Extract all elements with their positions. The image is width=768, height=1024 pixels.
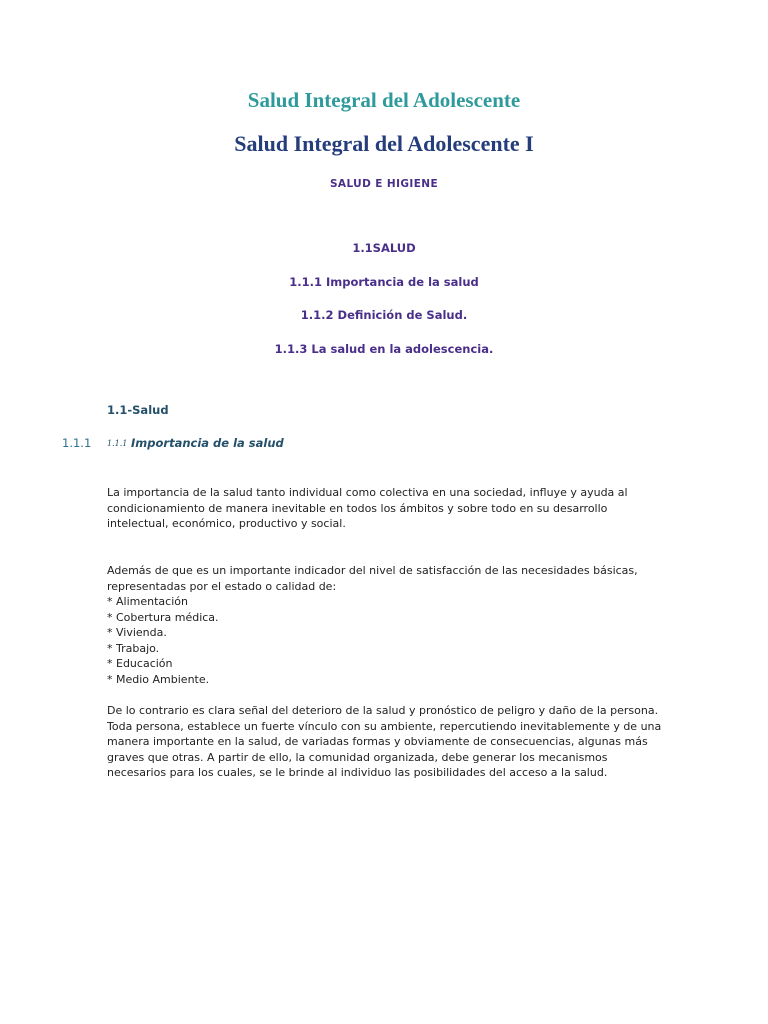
- document-title: Salud Integral del Adolescente: [247, 88, 521, 112]
- list-item: * Vivienda.: [107, 626, 167, 639]
- list-item: * Educación: [107, 657, 173, 670]
- paragraph-intro: Además de que es un importante indicador del nivel de satisfacción de las necesidades básicas, representadas por el estado o calidad de:: [107, 564, 638, 593]
- toc-item: 1.1.2 Definición de Salud.: [300, 308, 468, 322]
- toc-item: 1.1SALUD: [352, 241, 416, 255]
- subsection-heading: [0, 436, 768, 454]
- list-item: * Trabajo.: [107, 641, 160, 655]
- toc-item: 1.1.3 La salud en la adolescencia.: [274, 342, 494, 356]
- toc-item: 1.1.1 Importancia de la salud: [289, 275, 479, 289]
- subsection-small-number: 1.1.1: [107, 439, 128, 448]
- paragraph-with-list: [107, 563, 667, 687]
- paragraph: De lo contrario es clara señal del deterioro de la salud y pronóstico de peligro y daño de la persona. Toda persona, establece un fuerte vínculo con su ambiente, repercutiendo inevitablemente y de una manera importante en la salud, de variadas formas y obviamente de consecuencias, algunas más graves que otras. A partir de ello, la comunidad organizada, debe generar los mecanismos necesarios para los cuales, se le brinde al individuo las posibilidades del acceso a la salud.: [107, 704, 662, 779]
- paragraph: La importancia de la salud tanto individual como colectiva en una sociedad, influye y ayuda al condicionamiento de manera inevitable en todos los ámbitos y sobre todo en su desarrollo intelectual, económico, productivo y social.: [107, 486, 628, 530]
- list-item: * Cobertura médica.: [107, 610, 219, 624]
- unit-label: SALUD E HIGIENE: [329, 178, 439, 190]
- list-item: * Medio Ambiente.: [107, 672, 210, 686]
- subsection-title: Importancia de la salud: [131, 436, 284, 450]
- document-subtitle: Salud Integral del Adolescente I: [234, 131, 534, 156]
- list-item: * Alimentación: [107, 595, 188, 608]
- section-heading: 1.1-Salud: [107, 403, 169, 417]
- subsection-number: 1.1.1: [62, 436, 92, 450]
